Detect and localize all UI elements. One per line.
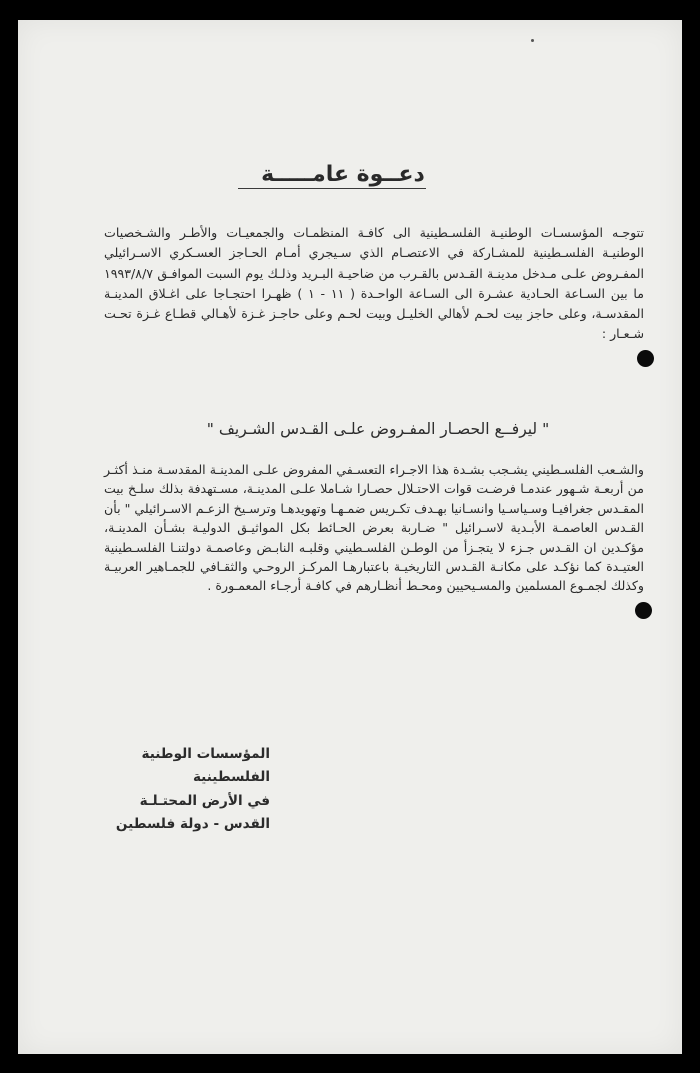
paper-speck <box>531 39 534 42</box>
signature-line-region: في الأرض المحتـلـة <box>139 792 270 809</box>
punch-hole <box>637 350 654 367</box>
signature-line-organization: المؤسسات الوطنية الفلسطينية <box>141 746 270 786</box>
title-underline <box>238 188 426 189</box>
signature-block <box>80 743 270 836</box>
document-page <box>18 20 682 1054</box>
slogan: " ليرفــع الحصـار المفـروض علـى القـدس الشـريف " <box>206 420 550 438</box>
document-title: دعــوة عامـــــة <box>261 162 425 187</box>
signature-line-location: القدس - دولة فلسطين <box>115 815 270 832</box>
body-paragraph: والشـعب الفلسـطيني يشـجب بشـدة هذا الاجـراء التعسـفي المفروض علـى المدينـة المقدسـة منـذ أكثـر من أربعـة شـهور عندمـا فرضـت قوات الاحتـلال حصـارا شـاملا علـى المدينـة، مسـتهدفة بذلك سلـخ بيت المقـدس جغرافيـا وسـياسـيا وانسـانيا بهـدف تكـريس ضمـهـا وتهويدهـا وترسـيخ الزعـم الاسـرائيلي " بأن القـدس العاصمـة الأبـدية لاسـرائيل " ضـاربة بعرض الحـائط بكل المواثيـق الدوليـة بشـأن المدينـة، مؤكـدين ان القـدس جـزء لا يتجـزأ من الوطـن الفلسـطيني وقلبـه النابـض وعاصمـة دولتنـا الفلسـطينية العتيـدة كما نؤكـد على مكانـة القـدس التاريخيـة باعتبارهـا المركـز الروحـي والثقـافي للجمـاهير العربيـة وكذلك لجمـوع المسلمين والمسـيحيين ومحـط أنظـارهم في كافـة أرجـاء المعمـورة . <box>104 462 644 594</box>
intro-paragraph: تتوجـه المؤسسـات الوطنيـة الفلسـطينية الى كافـة المنظمـات والجمعيـات والأطـر والشـخصيات الوطنيـة الفلسـطينية للمشـاركة في الاعتصـام الذي سـيجري أمـام الحـاجز العسـكري الاسـرائيلي المفـروض علـى مـدخل مدينـة القـدس بالقـرب من ضاحيـة البـريد وذلـك يوم السبت الموافـق ١٩٩٣/٨/٧ ما بين السـاعة الحـادية عشـرة الى السـاعة الواحـدة ( ١١ - ١ ) ظهـرا احتجـاجا على اغـلاق المدينـة المقدسـة، وعلى حاجز بيت لحـم لأهالي الخليـل وبيت لحـم وعلى حاجـز غـزة لأهـالي قطـاع غـزة تحـت شـعـار : <box>104 225 644 342</box>
punch-hole <box>635 602 652 619</box>
